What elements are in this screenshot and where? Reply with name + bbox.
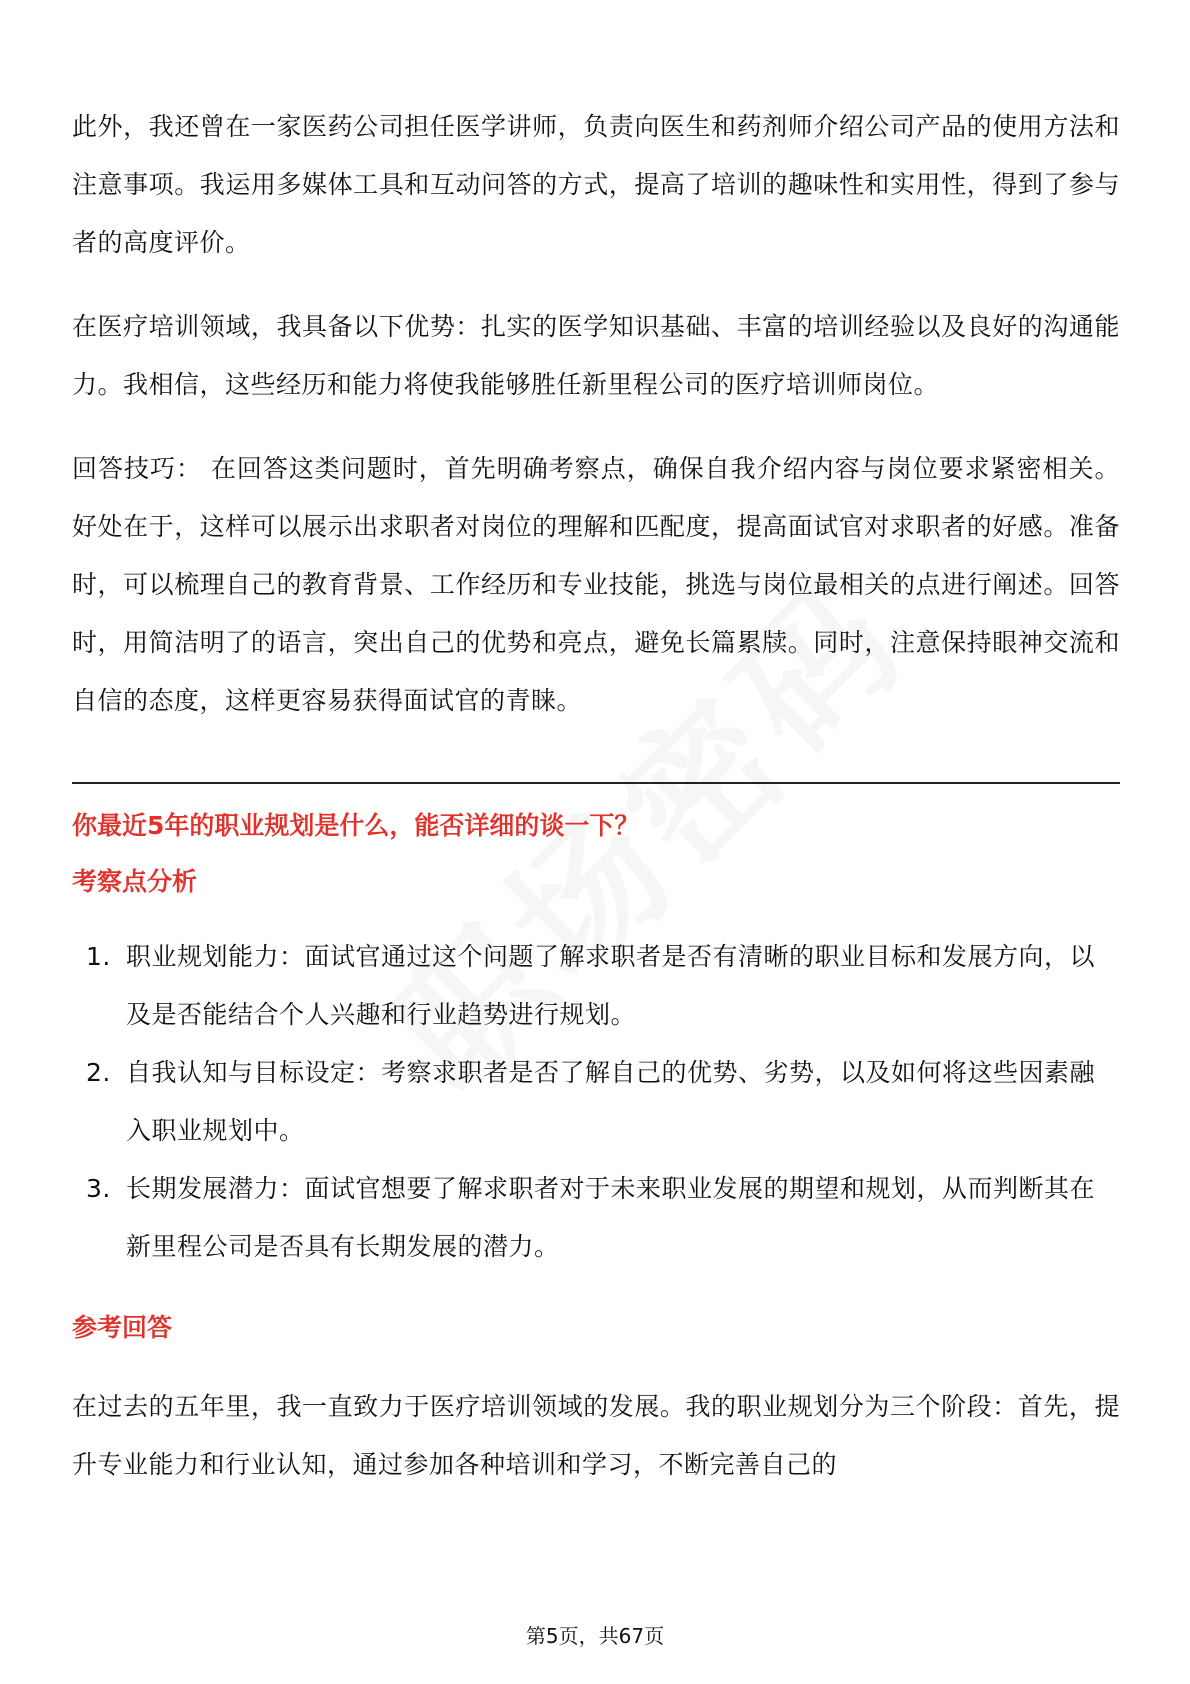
paragraph-medical-lecturer: 此外，我还曾在一家医药公司担任医学讲师，负责向医生和药剂师介绍公司产品的使用方法和注意事项。我运用多媒体工具和互动问答的方式，提高了培训的趣味性和实用性，得到了参与者的高度评价。: [72, 112, 1120, 257]
list-item-number: 2.: [86, 1058, 111, 1087]
list-item-text: 自我认知与目标设定：考察求职者是否了解自己的优势、劣势，以及如何将这些因素融入职业规划中。: [126, 1058, 1096, 1145]
section-divider: [72, 782, 1120, 784]
analysis-heading: 考察点分析: [72, 867, 198, 896]
list-item-text: 职业规划能力：面试官通过这个问题了解求职者是否有清晰的职业目标和发展方向，以及是否能结合个人兴趣和行业趋势进行规划。: [126, 942, 1096, 1029]
paragraph-answer-tips: 回答技巧： 在回答这类问题时，首先明确考察点，确保自我介绍内容与岗位要求紧密相关。好处在于，这样可以展示出求职者对岗位的理解和匹配度，提高面试官对求职者的好感。准备时，可以梳理自己的教育背景、工作经历和专业技能，挑选与岗位最相关的点进行阐述。回答时，用简洁明了的语言，突出自己的优势和亮点，避免长篇累牍。同时，注意保持眼神交流和自信的态度，这样更容易获得面试官的青睐。: [72, 454, 1120, 715]
list-item: [72, 928, 1120, 1044]
list-item-number: 1.: [86, 942, 111, 971]
page-content: [72, 98, 1120, 1520]
list-item: [72, 1160, 1120, 1276]
answer-paragraph: 在过去的五年里，我一直致力于医疗培训领域的发展。我的职业规划分为三个阶段：首先，提升专业能力和行业认知，通过参加各种培训和学习，不断完善自己的: [72, 1392, 1120, 1479]
list-item-text: 长期发展潜力：面试官想要了解求职者对于未来职业发展的期望和规划，从而判断其在新里程公司是否具有长期发展的潜力。: [126, 1174, 1096, 1261]
list-item: [72, 1044, 1120, 1160]
answer-heading: 参考回答: [72, 1313, 173, 1342]
analysis-points-list: [72, 928, 1120, 1276]
page-number-footer: 第5页，共67页: [525, 1624, 665, 1648]
paragraph-advantages: 在医疗培训领域，我具备以下优势：扎实的医学知识基础、丰富的培训经验以及良好的沟通能力。我相信，这些经历和能力将使我能够胜任新里程公司的医疗培训师岗位。: [72, 312, 1120, 399]
question-title: 你最近5年的职业规划是什么，能否详细的谈一下？: [72, 811, 640, 840]
list-item-number: 3.: [86, 1174, 111, 1203]
